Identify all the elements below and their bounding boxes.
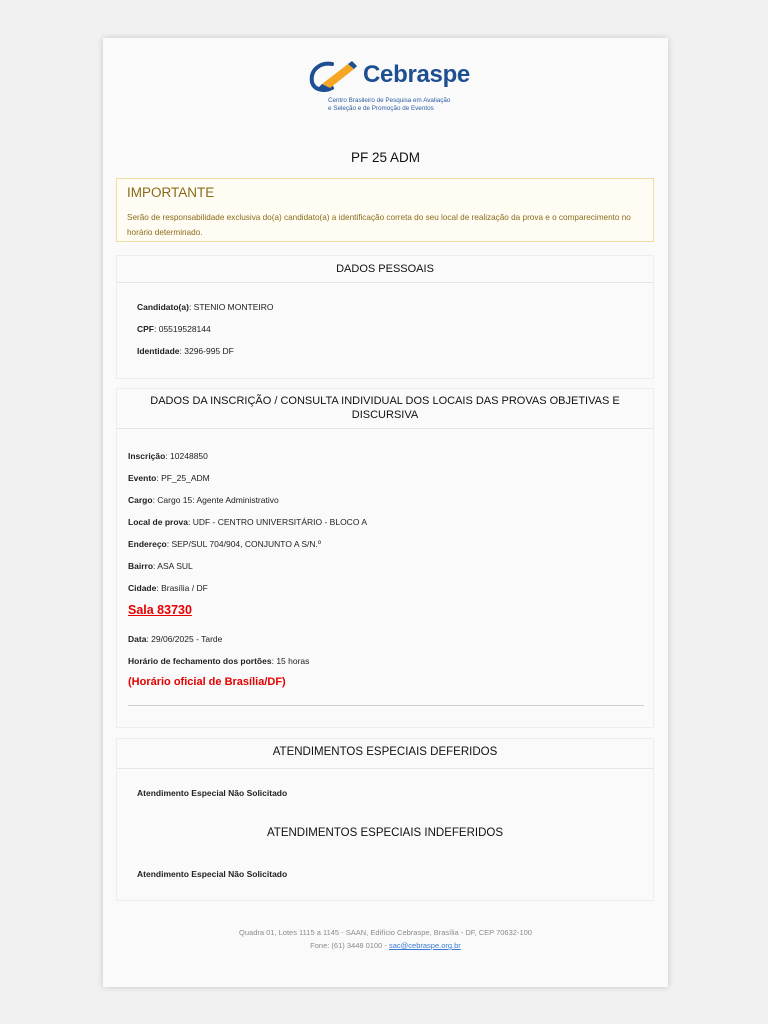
position-field (128, 495, 279, 505)
denied-services-title: ATENDIMENTOS ESPECIAIS INDEFERIDOS (266, 827, 503, 839)
section-divider (117, 768, 653, 769)
logo-subtitle-line2: e Seleção e de Promoção de Eventos (328, 104, 434, 112)
city-value: : Brasília / DF (156, 583, 208, 593)
registration-number-label: Inscrição (128, 451, 166, 461)
footer-phone: Fone: (61) 3448 0100 - (310, 941, 389, 950)
granted-services-text: Atendimento Especial Não Solicitado (137, 788, 288, 798)
event-value: : PF_25_ADM (156, 473, 210, 483)
address-value: : SEP/SUL 704/904, CONJUNTO A S/N.º (166, 539, 322, 549)
logo-subtitle-line1: Centro Brasileiro de Pesquisa em Avaliação (328, 97, 451, 104)
position-value: : Cargo 15: Agente Administrativo (152, 495, 279, 505)
personal-data-card (116, 255, 654, 379)
granted-services-title: ATENDIMENTOS ESPECIAIS DEFERIDOS (272, 746, 498, 758)
special-services-card (116, 738, 654, 901)
official-time-note: (Horário oficial de Brasília/DF) (128, 676, 286, 688)
footer-address: Quadra 01, Lotes 1115 a 1145 - SAAN, Edifício Cebraspe, Brasília - DF, CEP 70632-100 (239, 928, 532, 937)
exam-location-label: Local de prova (128, 517, 188, 527)
cpf-field (137, 324, 211, 334)
cpf-value: : 05519528144 (154, 324, 211, 334)
event-label: Evento (128, 473, 157, 483)
registration-header: DADOS DA INSCRIÇÃO / CONSULTA INDIVIDUAL DOS LOCAIS DAS PROVAS OBJETIVAS E DISCURSIVA (117, 389, 653, 429)
important-title: IMPORTANTE (127, 185, 215, 200)
footer (103, 926, 668, 952)
document-page (103, 38, 668, 987)
address-label: Endereço (128, 539, 167, 549)
registration-number-value: : 10248850 (165, 451, 208, 461)
logo-name: Cebraspe (363, 61, 470, 88)
city-field (128, 583, 208, 593)
district-field (128, 561, 193, 571)
identity-value: : 3296-995 DF (179, 346, 234, 356)
candidate-field (137, 302, 273, 312)
district-value: : ASA SUL (153, 561, 193, 571)
registration-card (116, 388, 654, 728)
denied-services-value (137, 869, 287, 879)
address-field (128, 539, 321, 549)
footer-email-link[interactable]: sac@cebraspe.org.br (388, 941, 461, 950)
footer-contact (103, 939, 668, 952)
divider (128, 705, 644, 706)
candidate-value: : STENIO MONTEIRO (188, 302, 274, 312)
date-field (128, 634, 222, 644)
important-notice (116, 178, 654, 242)
date-value: : 29/06/2025 - Tarde (146, 634, 223, 644)
denied-services-text: Atendimento Especial Não Solicitado (137, 869, 288, 879)
city-label: Cidade (128, 583, 157, 593)
cebraspe-emblem-icon (308, 60, 360, 94)
district-label: Bairro (128, 561, 154, 571)
logo-subtitle (328, 97, 488, 112)
granted-services-value (137, 788, 287, 798)
important-text: Serão de responsabilidade exclusiva do(a) candidato(a) a identificação correta do seu local de realização da prova e o comparecimento no horário determinado. (127, 213, 631, 237)
cpf-label: CPF (137, 324, 154, 334)
cebraspe-logo (308, 58, 478, 118)
identity-field (137, 346, 234, 356)
identity-label: Identidade (137, 346, 180, 356)
gate-closing-field (128, 656, 309, 666)
room-number: Sala 83730 (128, 603, 192, 617)
date-label: Data (128, 634, 147, 644)
position-label: Cargo (128, 495, 153, 505)
exam-location-value: : UDF - CENTRO UNIVERSITÁRIO - BLOCO A (188, 517, 367, 527)
gate-closing-label: Horário de fechamento dos portões (128, 656, 272, 666)
exam-location-field (128, 517, 367, 527)
personal-data-header: DADOS PESSOAIS (117, 256, 653, 283)
registration-number-field (128, 451, 208, 461)
candidate-label: Candidato(a) (137, 302, 189, 312)
gate-closing-value: : 15 horas (271, 656, 310, 666)
event-field (128, 473, 210, 483)
exam-title: PF 25 ADM (350, 150, 421, 165)
